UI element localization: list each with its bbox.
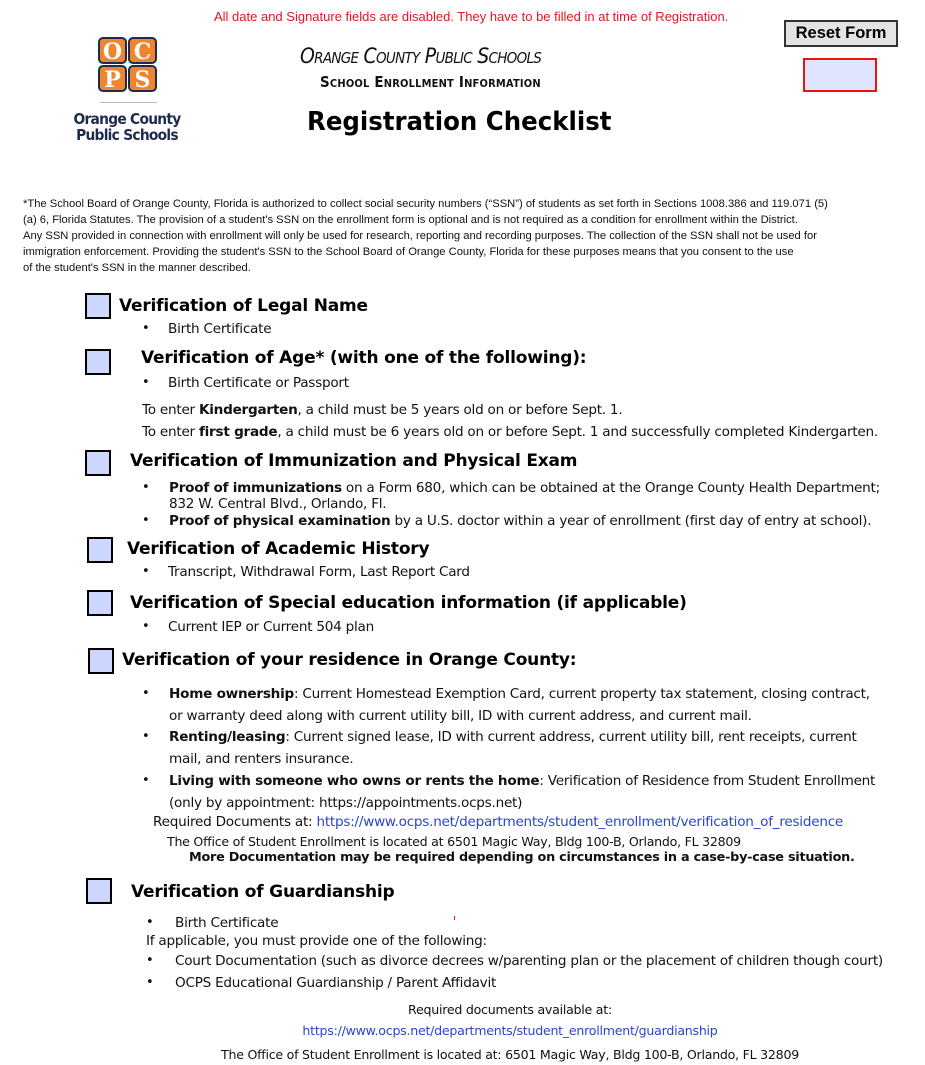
immunization-item: Proof of immunizations on a Form 680, which can be obtained at the Orange County Health Department; — [169, 480, 880, 496]
residence-required-docs — [153, 814, 843, 830]
academic-heading: Verification of Academic History — [127, 539, 430, 559]
guardianship-docs-link[interactable]: https://www.ocps.net/departments/student_enrollment/guardianship — [302, 1023, 718, 1038]
court-documentation-item: Court Documentation (such as divorce decrees w/parenting plan or the placement of children though court) — [175, 953, 883, 969]
ssn-line: Any SSN provided in connection with enrollment will only be used for research, reporting and recording purposes. The collection of the SSN shall not be used for — [23, 230, 817, 242]
logo-wordmark — [67, 111, 187, 143]
dept-title: School Enrollment Information — [320, 73, 541, 91]
special-ed-item: Current IEP or Current 504 plan — [168, 619, 374, 635]
page-title: Registration Checklist — [307, 107, 612, 137]
ssn-line: immigration enforcement. Providing the student's SSN to the School Board of Orange County, Florida for these purposes means that you consent to the use — [23, 246, 794, 258]
legal-name-checkbox[interactable] — [85, 293, 111, 319]
guardianship-item: Birth Certificate — [175, 915, 279, 931]
renting-item-cont: mail, and renters insurance. — [169, 751, 354, 767]
age-item: Birth Certificate or Passport — [168, 375, 349, 391]
home-ownership-item: Home ownership: Current Homestead Exemption Card, current property tax statement, closing contract, — [169, 686, 870, 702]
bullet: • — [142, 773, 150, 788]
bullet: • — [142, 513, 150, 528]
guardianship-required-docs-label: Required documents available at: — [408, 1002, 612, 1017]
ssn-line: (a) 6, Florida Statutes. The provision of a student's SSN on the enrollment form is optional and is not required as a condition for enrollment within the District. — [23, 214, 798, 226]
special-ed-checkbox[interactable] — [87, 590, 113, 616]
age-heading: Verification of Age* (with one of the following): — [141, 348, 587, 368]
org-title: Orange County Public Schools — [300, 44, 542, 68]
logo-letter: P — [104, 67, 121, 93]
age-checkbox[interactable] — [85, 349, 111, 375]
bullet: • — [146, 953, 154, 968]
bullet: • — [146, 975, 154, 990]
stray-mark — [454, 916, 455, 920]
bullet: • — [142, 686, 150, 701]
more-documentation-note: More Documentation may be required depending on circumstances in a case-by-case situation. — [189, 850, 855, 865]
living-with-item: Living with someone who owns or rents the home: Verification of Residence from Student Enrollment — [169, 773, 876, 789]
ssn-line: of the student's SSN in the manner described. — [23, 262, 251, 274]
immunization-checkbox[interactable] — [85, 450, 111, 476]
immunization-item-cont: 832 W. Central Blvd., Orlando, Fl. — [169, 496, 387, 512]
guardianship-checkbox[interactable] — [86, 878, 112, 904]
living-with-item-cont: (only by appointment: https://appointments.ocps.net) — [169, 795, 523, 811]
ssn-notice — [23, 196, 913, 276]
bullet: • — [142, 619, 150, 634]
required-docs-label: Required Documents at: — [153, 814, 317, 830]
ocps-logo — [98, 37, 158, 93]
residence-heading: Verification of your residence in Orange County: — [122, 650, 577, 670]
residence-office-address: The Office of Student Enrollment is located at 6501 Magic Way, Bldg 100-B, Orlando, FL 32809 — [167, 834, 741, 849]
guardianship-office-address: The Office of Student Enrollment is located at: 6501 Magic Way, Bldg 100-B, Orlando, FL 32809 — [221, 1047, 799, 1062]
bullet: • — [142, 564, 150, 579]
logo-line1: Orange County — [73, 110, 181, 128]
disabled-fields-notice: All date and Signature fields are disabled. They have to be filled in at time of Registration. — [214, 9, 729, 24]
ocps-logo-icon — [98, 37, 158, 93]
logo-divider — [100, 102, 157, 103]
affidavit-item: OCPS Educational Guardianship / Parent Affidavit — [175, 975, 497, 991]
bullet: • — [142, 729, 150, 744]
reset-form-button[interactable]: Reset Form — [784, 20, 898, 47]
logo-letter: C — [133, 39, 152, 65]
guardianship-heading: Verification of Guardianship — [131, 882, 395, 902]
academic-item: Transcript, Withdrawal Form, Last Report Card — [168, 564, 470, 580]
if-applicable-note: If applicable, you must provide one of the following: — [146, 933, 487, 949]
bullet: • — [142, 480, 150, 495]
ssn-line: *The School Board of Orange County, Florida is authorized to collect social security numbers (“SSN”) of students as set forth in Sections 1008.386 and 119.071 (5) — [23, 198, 828, 210]
residence-docs-link[interactable]: https://www.ocps.net/departments/student_enrollment/verification_of_residence — [316, 814, 844, 830]
home-ownership-item-cont: or warranty deed along with current utility bill, ID with current address, and current mail. — [169, 708, 752, 724]
logo-letter: O — [102, 39, 123, 65]
bullet: • — [142, 375, 150, 390]
academic-checkbox[interactable] — [87, 537, 113, 563]
legal-name-heading: Verification of Legal Name — [119, 296, 368, 316]
bullet: • — [146, 915, 154, 930]
immunization-heading: Verification of Immunization and Physical Exam — [130, 451, 578, 471]
physical-exam-item: Proof of physical examination by a U.S. doctor within a year of enrollment (first day of entry at school). — [169, 513, 872, 529]
logo-line2: Public Schools — [76, 126, 178, 144]
kindergarten-rule: To enter Kindergarten, a child must be 5 years old on or before Sept. 1. — [142, 402, 623, 418]
renting-item: Renting/leasing: Current signed lease, ID with current address, current utility bill, rent receipts, current — [169, 729, 857, 745]
logo-letter: S — [134, 67, 151, 93]
residence-checkbox[interactable] — [88, 648, 114, 674]
form-field-box[interactable] — [803, 58, 877, 92]
legal-name-item: Birth Certificate — [168, 321, 272, 337]
special-ed-heading: Verification of Special education information (if applicable) — [130, 593, 687, 613]
first-grade-rule: To enter first grade, a child must be 6 years old on or before Sept. 1 and successfully completed Kindergarten. — [142, 424, 878, 440]
bullet: • — [142, 321, 150, 336]
